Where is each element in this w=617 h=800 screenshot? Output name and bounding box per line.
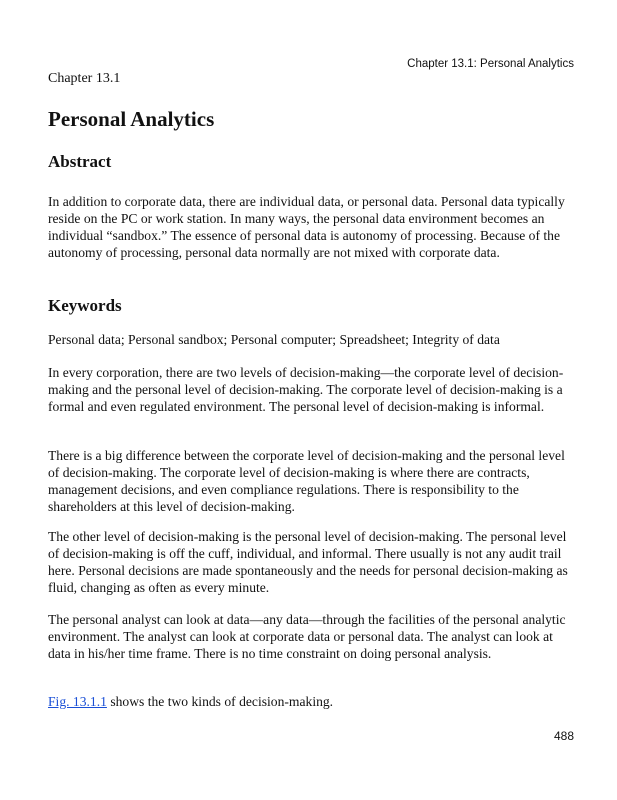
abstract-text: In addition to corporate data, there are individual data, or personal data. Personal data typically reside on the PC or work station. In many ways, the personal data environment becomes an individual “sandbox.” The essence of personal data is autonomy of processing. Because of the autonomy of processing, personal data normally are not mixed with corporate data.	[48, 194, 565, 260]
body-paragraph-2: There is a big difference between the corporate level of decision-making and the personal level of decision-making. The corporate level of decision-making is where there are contracts, management decisions, and even compliance regulations. There is responsibility to the shareholders at this level of decision-making.	[48, 448, 565, 514]
page-number: 488	[553, 729, 574, 743]
chapter-label: Chapter 13.1	[48, 71, 121, 86]
body-paragraph-3: The other level of decision-making is the personal level of decision-making. The personal level of decision-making is off the cuff, individual, and informal. There usually is not any audit trail here. Personal decisions are made spontaneously and the needs for personal decision-making as fluid, changing as often as every minute.	[48, 529, 568, 595]
keywords-heading: Keywords	[48, 296, 122, 315]
body-paragraph-1: In every corporation, there are two levels of decision-making—the corporate level of decision-making and the personal level of decision-making. The corporate level of decision-making is a formal and even regulated environment. The personal level of decision-making is informal.	[48, 365, 564, 414]
figure-reference-text: shows the two kinds of decision-making.	[106, 694, 334, 709]
keywords-text: Personal data; Personal sandbox; Personal computer; Spreadsheet; Integrity of data	[48, 332, 500, 347]
body-paragraph-4: The personal analyst can look at data—any data—through the facilities of the personal analytic environment. The analyst can look at corporate data or personal data. The analyst can look at data in his/her time frame. There is no time constraint on doing personal analysis.	[48, 612, 566, 661]
abstract-heading: Abstract	[48, 152, 112, 171]
body-paragraph-5	[48, 693, 576, 710]
page-title: Personal Analytics	[48, 107, 215, 131]
figure-link[interactable]: Fig. 13.1.1	[48, 694, 107, 709]
running-header: Chapter 13.1: Personal Analytics	[407, 58, 574, 70]
